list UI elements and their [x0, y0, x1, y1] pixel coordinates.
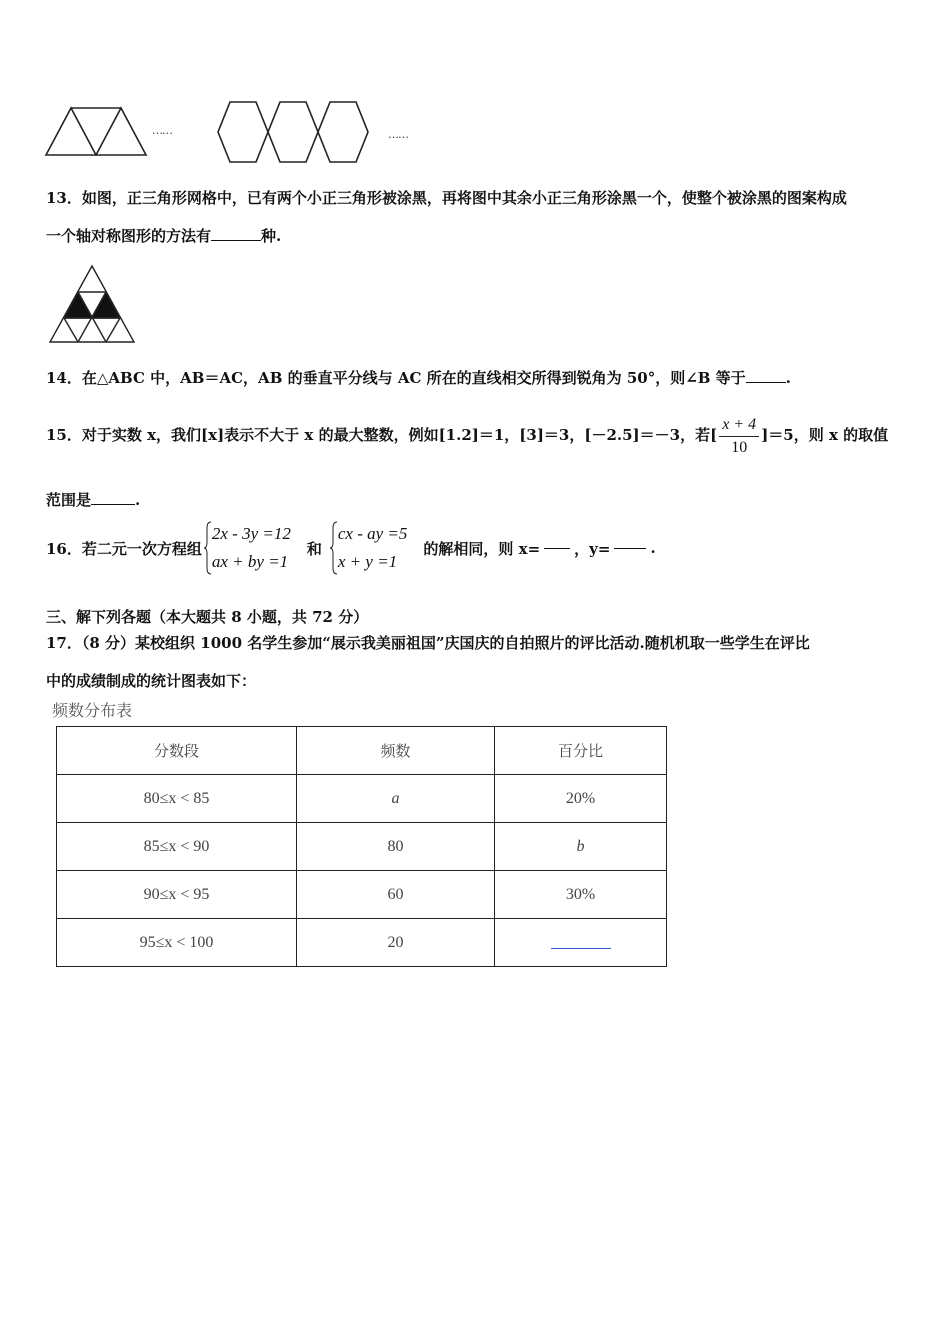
question-15-text: 15．对于实数 x，我们[x]表示不大于 x 的最大整数，例如[1.2]＝1，[3]＝3，[－2.5]＝－3，若[ — [46, 426, 718, 444]
question-13-text-end: 种. — [261, 227, 282, 245]
question-16-conjunction: 和 — [306, 539, 322, 558]
table-header-row — [57, 727, 667, 775]
cell-range: 90≤x < 95 — [57, 871, 297, 919]
equation-system-2 — [330, 520, 408, 576]
triangle-grid-figure — [44, 262, 140, 346]
cell-range: 85≤x < 90 — [57, 823, 297, 871]
question-14-text-end: . — [785, 369, 791, 387]
question-14 — [46, 367, 791, 388]
cell-percentage: 20% — [495, 775, 667, 823]
cell-percentage: 30% — [495, 871, 667, 919]
header-score-range: 分数段 — [57, 727, 297, 775]
figure-ellipsis: …… — [388, 128, 408, 141]
cell-frequency: 20 — [297, 919, 495, 967]
question-16-tail: 的解相同，则 x= — [423, 539, 541, 558]
question-16 — [46, 518, 656, 578]
cell-range: 80≤x < 85 — [57, 775, 297, 823]
hexagon-pattern-figure — [212, 96, 382, 168]
table-row — [57, 871, 667, 919]
cell-percentage-blank[interactable] — [495, 919, 667, 967]
answer-blank-x[interactable] — [544, 548, 570, 549]
fraction-numerator: x + 4 — [722, 415, 757, 433]
answer-blank[interactable] — [91, 504, 135, 505]
question-15-line2-text: 范围是 — [46, 491, 92, 509]
question-17-line-1: 17．（8 分）某校组织 1000 名学生参加“展示我美丽祖国”庆国庆的自拍照片的评比活动.随机机取一些学生在评比 — [46, 634, 810, 652]
answer-blank[interactable] — [211, 240, 261, 241]
table-caption: 频数分布表 — [52, 701, 133, 720]
figure-ellipsis: …… — [152, 124, 172, 137]
cell-frequency: 80 — [297, 823, 495, 871]
question-15-line2-end: . — [135, 491, 141, 509]
equation-system-1 — [204, 520, 291, 576]
cell-percentage: b — [495, 823, 667, 871]
question-13-line-1: 13．如图，正三角形网格中，已有两个小正三角形被涂黑，再将图中其余小正三角形涂黑一个，使整个被涂黑的图案构成 — [46, 189, 847, 207]
section-heading: 三、解下列各题（本大题共 8 小题，共 72 分） — [46, 608, 369, 626]
fraction — [719, 415, 759, 458]
header-frequency: 频数 — [297, 727, 495, 775]
answer-blank[interactable] — [746, 382, 786, 383]
question-16-tail-end: . — [650, 539, 656, 557]
table-row — [57, 775, 667, 823]
frequency-table — [56, 726, 667, 967]
table-row — [57, 919, 667, 967]
header-percentage: 百分比 — [495, 727, 667, 775]
question-16-tail-y: ，y= — [574, 539, 611, 558]
fraction-bar — [719, 436, 759, 437]
system-2-equation-2: x + y =1 — [337, 552, 398, 571]
answer-blank[interactable] — [551, 934, 611, 949]
system-1-equation-1: 2x - 3y =12 — [211, 524, 291, 543]
cell-frequency: a — [297, 775, 495, 823]
triangle-pattern-figure — [40, 100, 150, 160]
question-15-text-end: ]＝5，则 x 的取值 — [761, 426, 889, 444]
cell-frequency: 60 — [297, 871, 495, 919]
left-brace — [330, 520, 338, 576]
question-13-text: 一个轴对称图形的方法有 — [46, 227, 212, 245]
fraction-denominator: 10 — [731, 438, 748, 456]
cell-range: 95≤x < 100 — [57, 919, 297, 967]
question-13-line-2 — [46, 225, 281, 246]
question-15-line-1 — [46, 400, 888, 470]
question-14-text: 14．在△ABC 中，AB＝AC，AB 的垂直平分线与 AC 所在的直线相交所得到锐角为 50°，则∠B 等于 — [46, 369, 746, 387]
question-15-line-2 — [46, 489, 140, 510]
system-2-equation-1: cx - ay =5 — [337, 524, 408, 543]
system-1-equation-2: ax + by =1 — [211, 552, 289, 571]
answer-blank-y[interactable] — [614, 548, 646, 549]
table-row — [57, 823, 667, 871]
question-17-line-2: 中的成绩制成的统计图表如下： — [46, 672, 257, 690]
question-16-lead: 16．若二元一次方程组 — [46, 539, 202, 558]
left-brace — [204, 520, 212, 576]
